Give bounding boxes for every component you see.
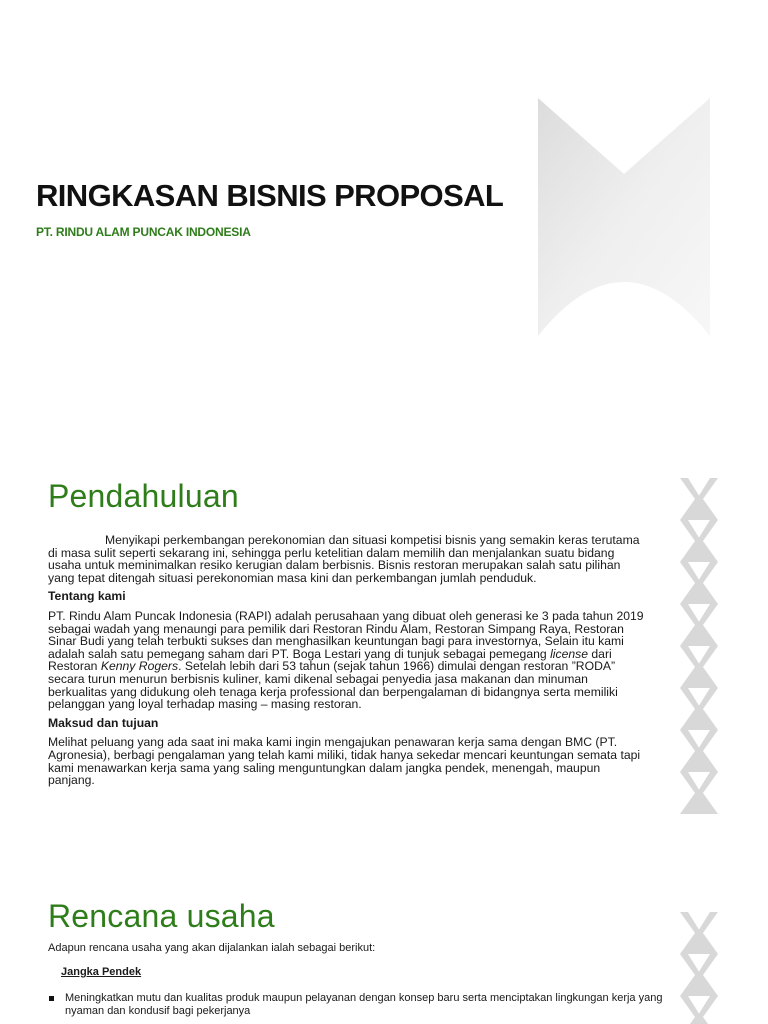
- pendahuluan-intro: Menyikapi perkembangan perekonomian dan situasi kompetisi bisnis yang semakin keras terutama di masa sulit seperti sekarang ini, sehingga perlu ketelitian dalam memilih dan menjalankan suatu bidang usaha untuk meminimalkan resiko kerugian dalam berbisnis. Bisnis restoran merupakan salah satu pilihan yang tepat ditengah situasi perekonomian masa kini dan perkembangan jumlah penduduk.: [48, 533, 640, 585]
- subheading-maksud-tujuan: Maksud dan tujuan: [48, 715, 159, 730]
- subheading-tentang-kami: Tentang kami: [48, 589, 126, 604]
- tentang-kami-paragraph: PT. Rindu Alam Puncak Indonesia (RAPI) adalah perusahaan yang dibuat oleh generasi ke 3 pada tahun 2019 sebagai wadah yang menaungi para pemilik dari Restoran Rindu Alam, Restoran Simpang Raya, Restoran Sinar Budi yang telah terbukti sukses dan menghasilkan keuntungan bagi para investornya, Selain itu kami adalah salah satu pemegang saham dari PT. Boga Lestari yang di tunjuk sebagai pemegang license dari Restoran Kenny Rogers. Setelah lebih dari 53 tahun (sejak tahun 1966) dimulai dengan restoran ”RODA” secara turun menurun berbisnis kuliner, kami dikenal sebagai penyedia jasa makanan dan minuman berkualitas yang didukung oleh tenaga kerja professional dan berpengalaman di bidangnya serta memiliki pelanggan yang loyal terhadap masing – masing restoran.: [48, 608, 644, 712]
- subheading-jangka-pendek: Jangka Pendek: [61, 966, 142, 978]
- rencana-intro: Adapun rencana usaha yang akan dijalankan ialah sebagai berikut:: [48, 942, 376, 954]
- rencana-bullet-list: [48, 992, 668, 1018]
- document-title: RINGKASAN BISNIS PROPOSAL: [36, 178, 504, 213]
- document-subtitle: PT. RINDU ALAM PUNCAK INDONESIA: [36, 225, 251, 239]
- side-border-ornament-icon-2: [680, 912, 718, 1024]
- section-heading-pendahuluan: Pendahuluan: [48, 478, 239, 514]
- rencana-body: [48, 942, 668, 1018]
- section-heading-rencana: Rencana usaha: [48, 898, 275, 934]
- list-item: Meningkatkan mutu dan kualitas produk maupun pelayanan dengan konsep baru serta menciptakan lingkungan kerja yang nyaman dan kondusif bagi pekerjanya: [48, 992, 668, 1018]
- maksud-tujuan-paragraph: Melihat peluang yang ada saat ini maka kami ingin mengajukan penawaran kerja sama dengan BMC (PT. Agronesia), berbagi pengalaman yang telah kami miliki, tidak hanya sekedar mencari keuntungan semata tapi kami menawarkan kerja sama yang saling menguntungkan dalam jangka pendek, menengah, maupun panjang.: [48, 735, 641, 788]
